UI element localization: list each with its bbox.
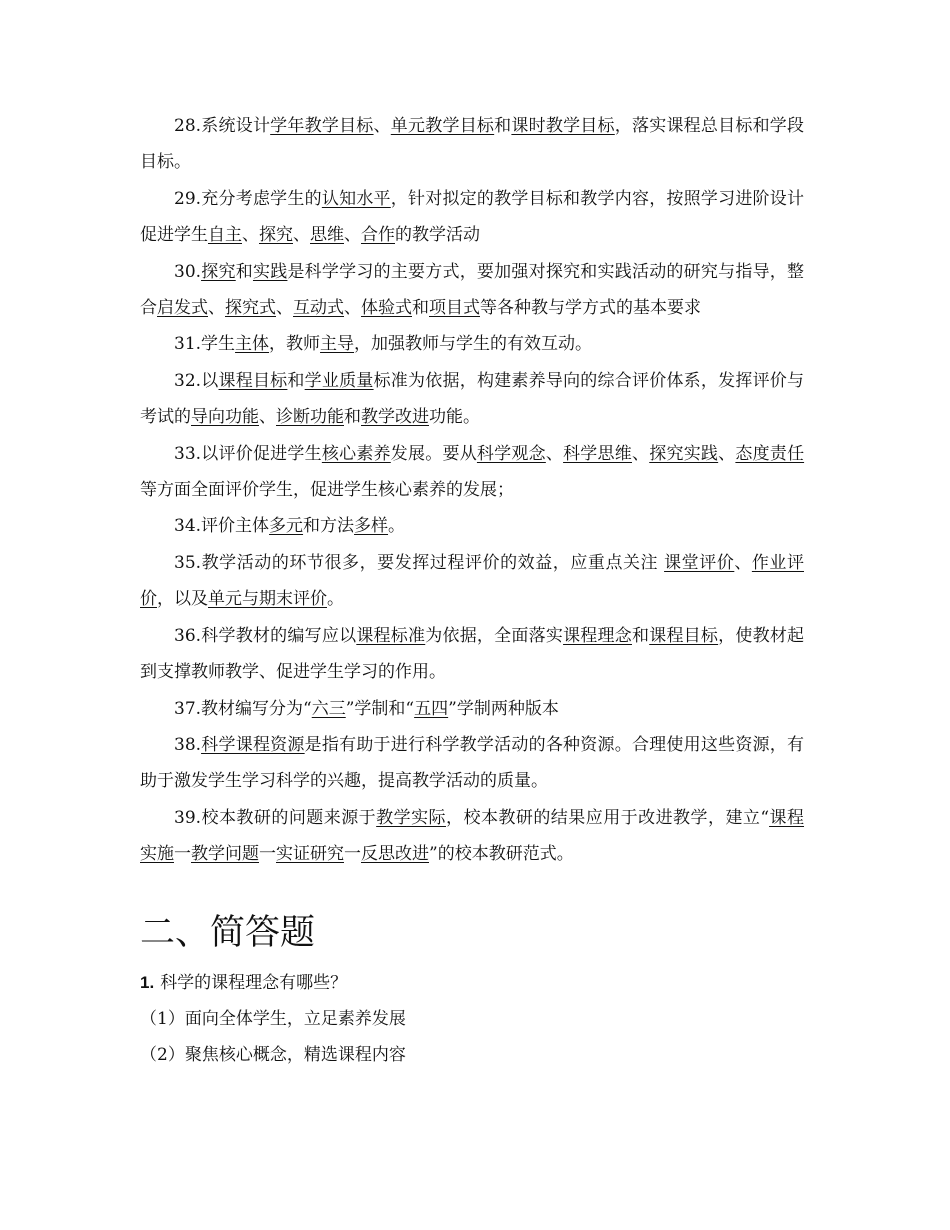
- underlined-answer: 课程实施: [140, 807, 805, 865]
- paragraph-text: 37.教材编写分为“: [174, 698, 312, 719]
- paragraph-text: ，加强教师与学生的有效互动。: [354, 334, 593, 355]
- paragraph-item: [140, 436, 804, 509]
- underlined-answer: 探究实践: [649, 443, 719, 464]
- paragraph-text: 等方面全面评价学生，促进学生核心素养的发展；: [140, 480, 514, 501]
- underlined-answer: 探究式: [225, 298, 276, 319]
- paragraph-item: [140, 326, 804, 362]
- answer-item-1: （1）面向全体学生，立足素养发展: [140, 1008, 406, 1029]
- section-title: 二、简答题: [140, 912, 316, 953]
- paragraph-text: 和: [494, 116, 512, 136]
- underlined-answer: 教学问题: [191, 844, 259, 865]
- paragraph-text: 34.评价主体: [174, 516, 270, 537]
- underlined-answer: 探究: [259, 225, 293, 246]
- underlined-answer: 课程理念: [563, 625, 632, 646]
- underlined-answer: 学业质量: [304, 370, 374, 391]
- paragraph-text: 发展。要从: [390, 443, 477, 464]
- paragraph-text: 31.学生: [174, 334, 236, 355]
- paragraph-text: 、: [632, 443, 650, 464]
- question-1: [140, 965, 804, 1001]
- paragraph-text: 和: [631, 625, 650, 646]
- underlined-answer: 态度责任: [735, 443, 805, 464]
- paragraph-text: ，使教材起到支撑教师教学、促进学生学习的作用。: [140, 625, 805, 683]
- paragraph-text: 是科学学习的主要方式，要加强对探究和实践活动的研究与指导，整合: [140, 261, 805, 319]
- underlined-answer: 实证研究: [276, 844, 344, 865]
- underlined-answer: 教学实际: [376, 807, 447, 828]
- paragraph-item: [140, 363, 804, 436]
- paragraph-item: [140, 800, 804, 873]
- underlined-answer: 科学观念: [476, 443, 546, 464]
- paragraph-text: 、: [718, 443, 736, 464]
- underlined-answer: 科学课程资源: [201, 734, 305, 755]
- underlined-answer: 体验式: [361, 298, 412, 319]
- paragraph-text: 39.校本教研的问题来源于: [174, 807, 377, 828]
- underlined-answer: 课时教学目标: [511, 116, 615, 136]
- paragraph-text: 、: [545, 443, 564, 464]
- paragraph-text: 、: [242, 225, 259, 246]
- underlined-answer: 学年教学目标: [270, 116, 374, 136]
- paragraph-text: 29.充分考虑学生的: [174, 188, 322, 209]
- underlined-answer: 项目式: [429, 298, 480, 319]
- underlined-answer: 认知水平: [321, 188, 391, 209]
- underlined-answer: 课程标准: [356, 625, 426, 646]
- paragraph-text: 一: [344, 844, 361, 865]
- underlined-answer: 单元与期末评价: [208, 589, 327, 610]
- underlined-answer: 主体: [235, 334, 270, 355]
- paragraph-text: 。: [388, 516, 406, 537]
- underlined-answer: 多元: [269, 516, 304, 537]
- paragraph-text: ，校本教研的结果应用于改进教学，建立“: [446, 807, 770, 828]
- paragraph-item: [140, 691, 804, 727]
- paragraph-text: ”学制两种版本: [448, 698, 559, 719]
- paragraph-text: 一: [259, 844, 276, 865]
- question-text: 科学的课程理念有哪些？: [160, 972, 348, 993]
- paragraph-text: 35.教学活动的环节很多，要发挥过程评价的效益，应重点关注: [174, 552, 665, 573]
- paragraph-text: 为依据，全面落实: [425, 625, 564, 646]
- paragraph-item: [140, 108, 804, 181]
- paragraph-text: 等各种教与学方式的基本要求: [480, 298, 701, 319]
- underlined-answer: 自主: [208, 225, 242, 246]
- paragraph-text: 、: [344, 225, 361, 246]
- underlined-answer: 实践: [252, 261, 288, 282]
- paragraph-text: ”的校本教研范式。: [429, 844, 574, 865]
- underlined-answer: 多样: [354, 516, 389, 537]
- paragraph-text: 、: [208, 298, 225, 319]
- paragraph-text: 。: [327, 589, 344, 610]
- fill-in-answers: [140, 108, 804, 873]
- paragraph-text: 是指有助于进行科学教学活动的各种资源。合理使用这些资源，有助于激发学生学习科学的兴趣，提高教学活动的质量。: [140, 734, 805, 792]
- paragraph-text: 和方法: [303, 516, 355, 537]
- paragraph-item: [140, 508, 804, 544]
- question-number: 1.: [140, 972, 155, 992]
- paragraph-text: 一: [174, 844, 191, 865]
- paragraph-text: ，教师: [269, 334, 321, 355]
- paragraph-text: 和: [287, 370, 305, 391]
- underlined-answer: 科学思维: [563, 443, 632, 464]
- paragraph-text: 标准为依据，构建素养导向的综合评价体系，发挥评价与考试的: [140, 370, 805, 428]
- paragraph-text: ，落实课程总目标和学段目标。: [140, 116, 805, 173]
- underlined-answer: 思维: [310, 225, 344, 246]
- underlined-answer: 互动式: [293, 298, 344, 319]
- paragraph-item: [140, 727, 804, 800]
- paragraph-text: 、: [293, 225, 310, 246]
- underlined-answer: 主导: [320, 334, 355, 355]
- paragraph-text: 、: [734, 552, 752, 573]
- paragraph-text: 和: [412, 298, 429, 319]
- paragraph-text: 32.以: [174, 370, 219, 391]
- underlined-answer: 单元教学目标: [390, 116, 495, 136]
- paragraph-text: 、: [373, 116, 391, 136]
- paragraph-text: 、: [344, 298, 361, 319]
- paragraph-text: 36.科学教材的编写应以: [174, 625, 357, 646]
- underlined-answer: 教学改进: [361, 407, 429, 428]
- paragraph-item: [140, 545, 804, 618]
- paragraph-text: ，针对拟定的教学目标和教学内容，按照学习进阶设计促进学生: [140, 188, 805, 246]
- paragraph-text: 30.: [174, 261, 202, 282]
- underlined-answer: 反思改进: [361, 844, 429, 865]
- paragraph-item: [140, 181, 804, 254]
- underlined-answer: 课程目标: [218, 370, 288, 391]
- underlined-answer: 五四: [414, 698, 449, 719]
- paragraph-item: [140, 254, 804, 327]
- underlined-answer: 合作: [361, 225, 395, 246]
- underlined-answer: 六三: [311, 698, 346, 719]
- paragraph-text: 、: [276, 298, 293, 319]
- paragraph-text: 和: [344, 407, 361, 428]
- answer-item-2: （2）聚焦核心概念，精选课程内容: [140, 1045, 406, 1066]
- underlined-answer: 课程目标: [649, 625, 719, 646]
- document-page: [140, 108, 804, 1074]
- paragraph-text: 28.系统设计: [174, 116, 271, 136]
- paragraph-text: ”学制和“: [345, 698, 415, 719]
- paragraph-item: [140, 618, 804, 691]
- paragraph-text: ，以及: [157, 589, 208, 610]
- underlined-answer: 探究: [201, 261, 236, 282]
- underlined-answer: 启发式: [157, 298, 208, 319]
- paragraph-text: 38.: [174, 734, 202, 755]
- underlined-answer: 作业评价: [140, 552, 804, 610]
- underlined-answer: 诊断功能: [276, 407, 344, 428]
- underlined-answer: 核心素养: [321, 443, 391, 464]
- paragraph-text: 的教学活动: [395, 225, 480, 246]
- paragraph-text: 和: [235, 261, 253, 282]
- paragraph-text: 、: [259, 407, 276, 428]
- underlined-answer: 导向功能: [191, 407, 259, 428]
- underlined-answer: 课堂评价: [664, 552, 735, 573]
- paragraph-text: 功能。: [429, 407, 480, 428]
- paragraph-text: 33.以评价促进学生: [174, 443, 322, 464]
